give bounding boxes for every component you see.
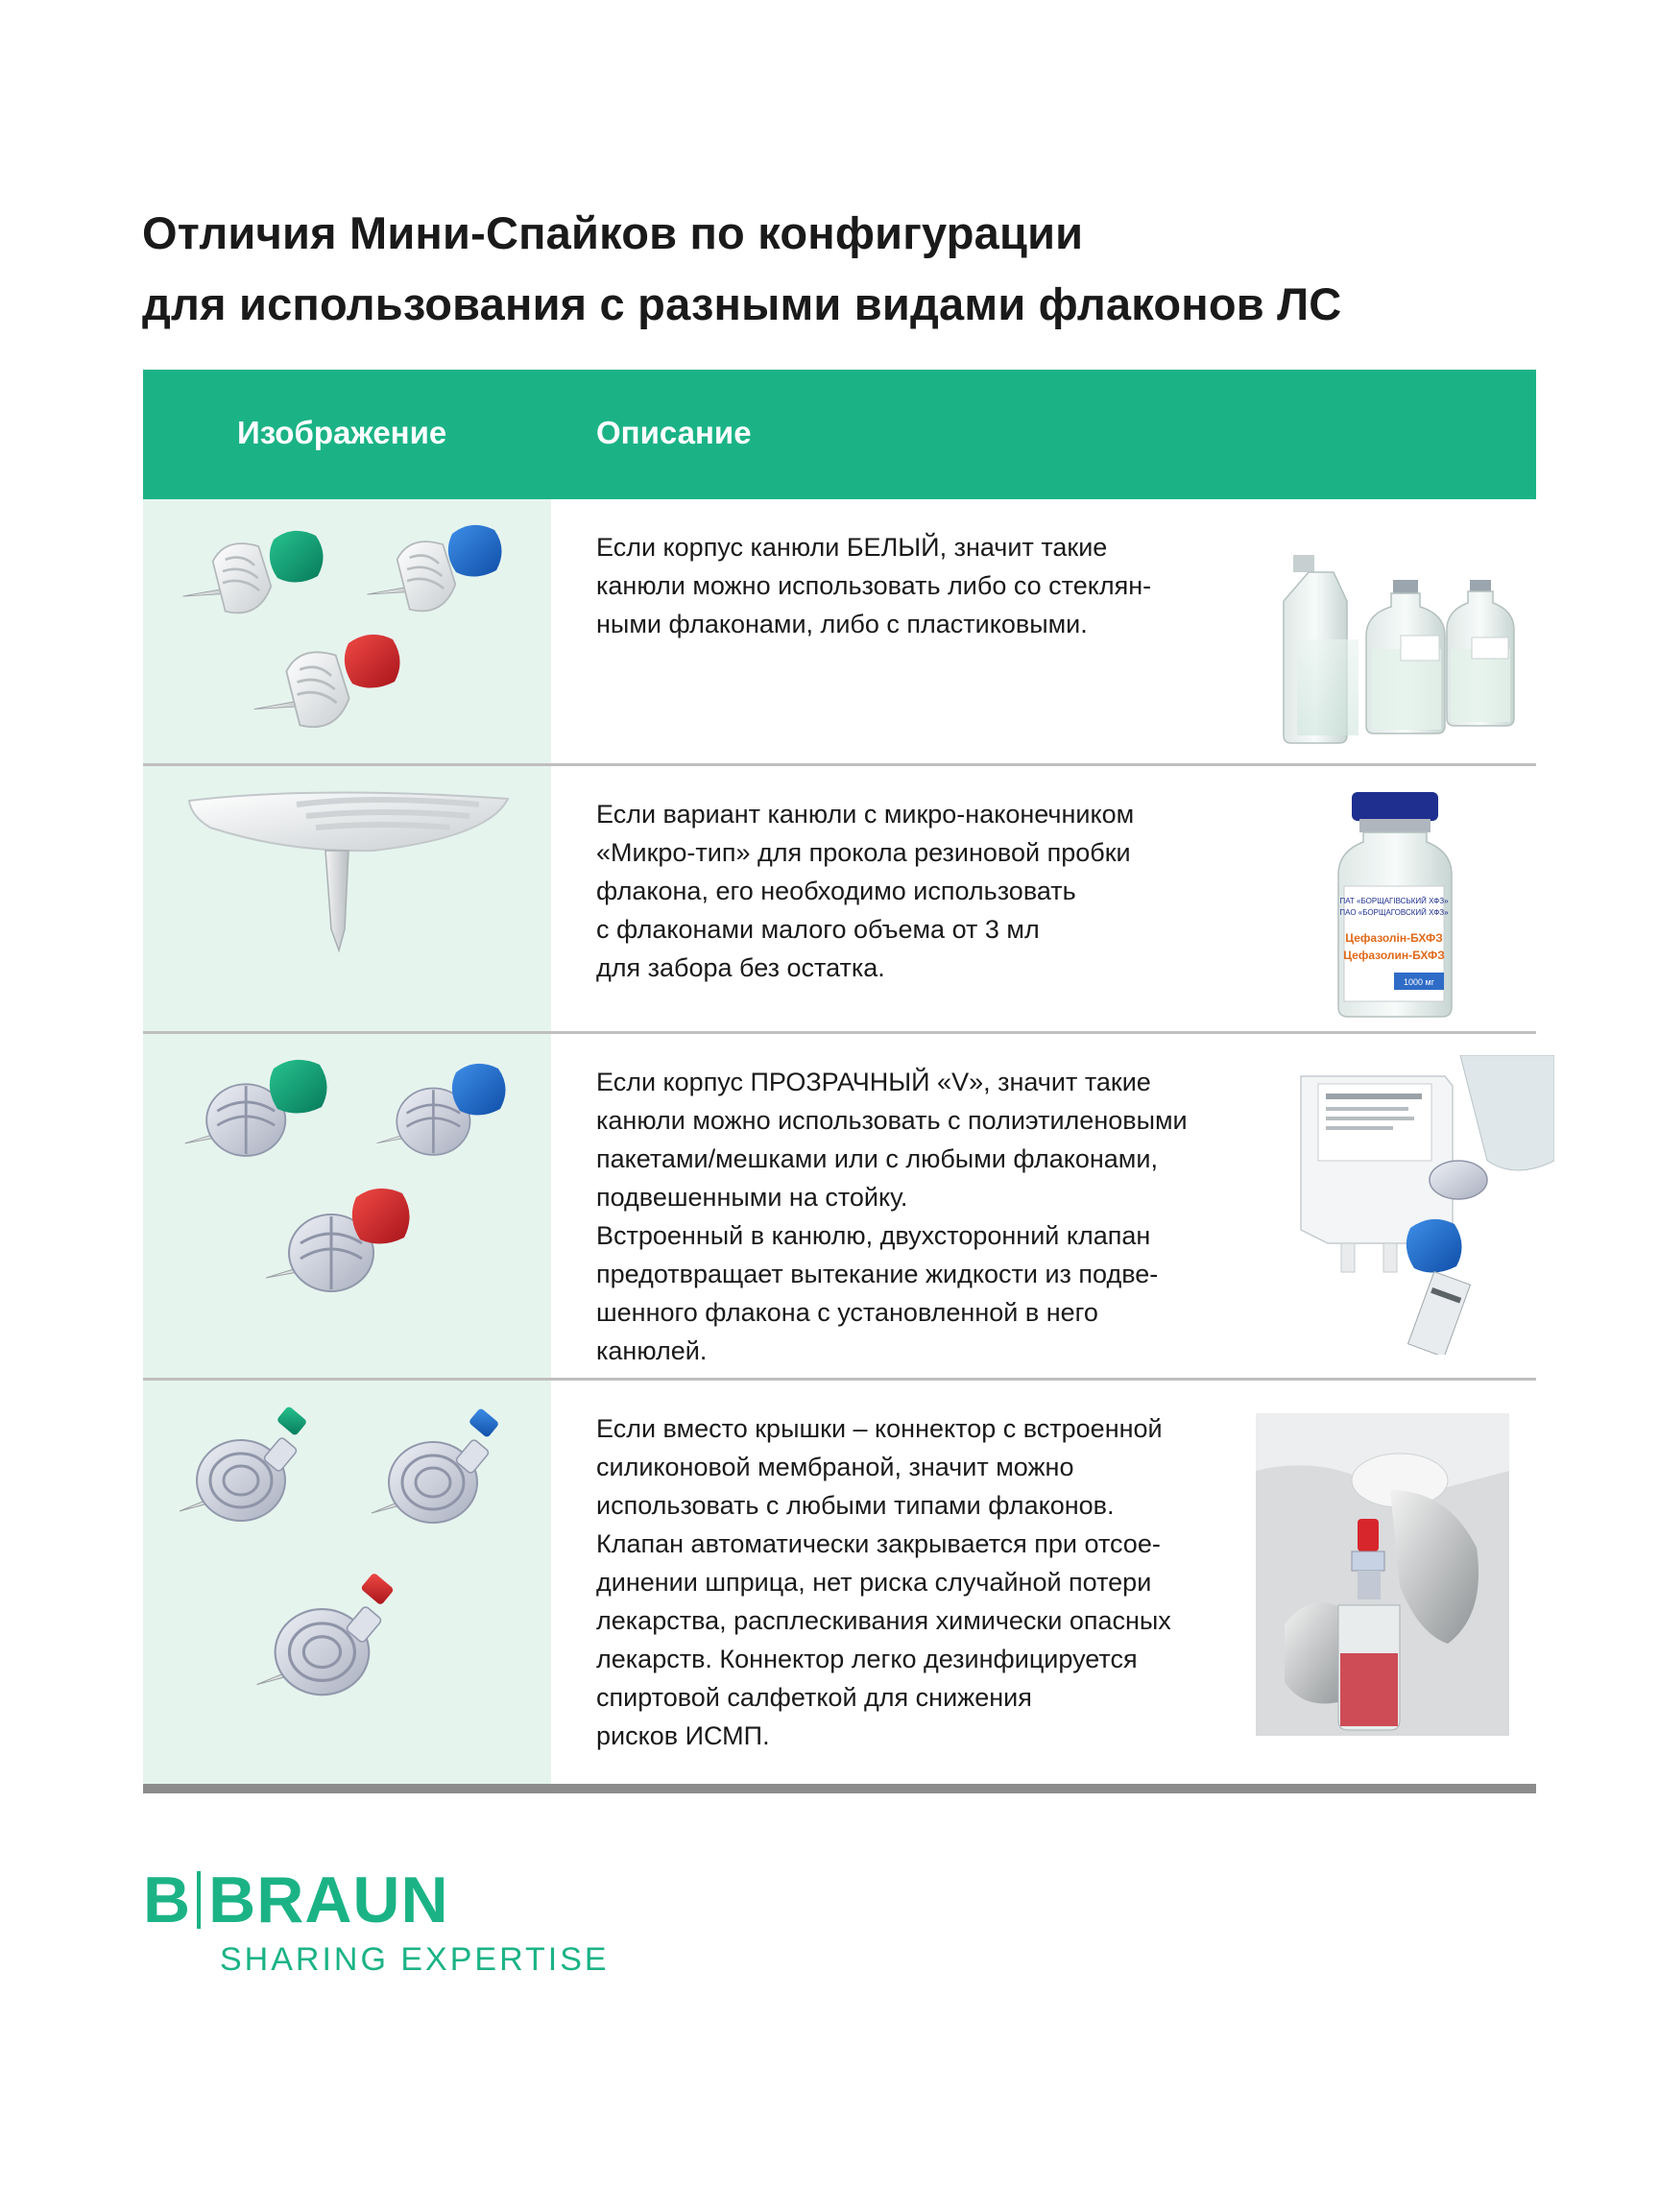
description-line: подвешенными на стойку. <box>596 1183 908 1212</box>
clear-spike-red-cap <box>266 1189 410 1291</box>
description-line: динении шприца, нет риска случайной потери <box>596 1568 1152 1597</box>
micro-spike-image <box>143 766 551 1031</box>
description-line: силиконовой мембраной, значит можно <box>596 1453 1074 1481</box>
vial-label-line: Цефазолін-БХФЗ <box>1345 931 1443 945</box>
small-vial-photo <box>1327 790 1461 1021</box>
description-line: Если корпус канюли БЕЛЫЙ, значит такие <box>596 533 1108 562</box>
clear-v-spikes-image <box>143 1034 551 1378</box>
description-line: Если вместо крышки – коннектор с встроенной <box>596 1414 1163 1443</box>
description-line: лекарства, расплескивания химически опасных <box>596 1606 1171 1635</box>
clear-spike-blue-cap <box>376 1064 505 1155</box>
description-cell <box>551 1381 1536 1784</box>
description-cell <box>551 499 1536 763</box>
table-bottom-rule <box>143 1784 1536 1793</box>
brand-logo <box>143 1863 610 1979</box>
description-cell <box>551 766 1536 1031</box>
connector-spike-blue <box>372 1407 499 1523</box>
comparison-table <box>143 370 1536 1793</box>
description-cell <box>551 1034 1536 1378</box>
white-spike-green-cap <box>182 531 323 613</box>
title-line-2: для использования с разными видами флаконов ЛС <box>142 278 1342 329</box>
white-spikes-image <box>143 499 551 763</box>
description-line: для забора без остатка. <box>596 953 885 982</box>
description-line: спиртовой салфеткой для снижения <box>596 1683 1032 1712</box>
description-line: канюли можно использовать либо со стеклян- <box>596 571 1152 600</box>
logo-braun: BRAUN <box>208 1863 449 1936</box>
description-line: Если вариант канюли с микро-наконечником <box>596 800 1135 829</box>
description-line: рисков ИСМП. <box>596 1721 770 1750</box>
description-line: с флаконами малого объема от 3 мл <box>596 915 1040 944</box>
column-header-description: Описание <box>596 415 752 450</box>
table-row <box>143 1034 1536 1381</box>
description-line: канюли можно использовать с полиэтиленовыми <box>596 1106 1188 1135</box>
vial-label-line: 1000 мг <box>1404 977 1434 987</box>
table-header <box>143 370 1536 499</box>
table-row <box>143 766 1536 1034</box>
logo-b: B <box>143 1863 192 1936</box>
description-line: ными флаконами, либо с пластиковыми. <box>596 610 1088 638</box>
title-line-1: Отличия Мини-Спайков по конфигурации <box>142 207 1084 258</box>
connector-spike-red <box>257 1573 395 1695</box>
description-line: шенного флакона с установленной в него <box>596 1298 1098 1327</box>
description-line: «Микро-тип» для прокола резиновой пробки <box>596 838 1131 867</box>
micro-tip-spike <box>143 766 551 1031</box>
vial-label-line: ПАТ «БОРЩАГІВСЬКИЙ ХФЗ» <box>1339 897 1449 905</box>
table-row <box>143 1381 1536 1784</box>
iv-bag-and-vial-photo <box>1297 1055 1554 1355</box>
description-line: лекарств. Коннектор легко дезинфицируется <box>596 1645 1138 1673</box>
description-line: канюлей. <box>596 1336 708 1365</box>
description-line: предотвращает вытекание жидкости из подве- <box>596 1260 1159 1288</box>
logo-separator <box>197 1871 201 1929</box>
description-line: Встроенный в канюлю, двухсторонний клапан <box>596 1221 1151 1250</box>
column-header-image: Изображение <box>237 415 447 450</box>
white-spike-red-cap <box>254 635 400 727</box>
connector-spike-green <box>180 1406 307 1521</box>
connector-in-use-photo <box>1256 1413 1509 1736</box>
page-title <box>142 198 1544 340</box>
vial-label-line: Цефазолин-БХФЗ <box>1343 949 1445 962</box>
clear-spike-green-cap <box>185 1060 327 1156</box>
description-line: использовать с любыми типами флаконов. <box>596 1491 1115 1520</box>
description-line: флакона, его необходимо использовать <box>596 877 1076 905</box>
glass-bottles-photo <box>1280 553 1520 745</box>
description-line: Клапан автоматически закрывается при отсое- <box>596 1529 1161 1558</box>
table-row <box>143 499 1536 766</box>
vial-label-line: ПАО «БОРЩАГОВСКИЙ ХФЗ» <box>1339 908 1449 917</box>
logo-tagline: SHARING EXPERTISE <box>220 1941 610 1978</box>
connector-spikes-image <box>143 1381 551 1784</box>
description-line: Если корпус ПРОЗРАЧНЫЙ «V», значит такие <box>596 1068 1151 1096</box>
white-spike-blue-cap <box>367 525 501 612</box>
description-line: пакетами/мешками или с любыми флаконами, <box>596 1144 1158 1173</box>
